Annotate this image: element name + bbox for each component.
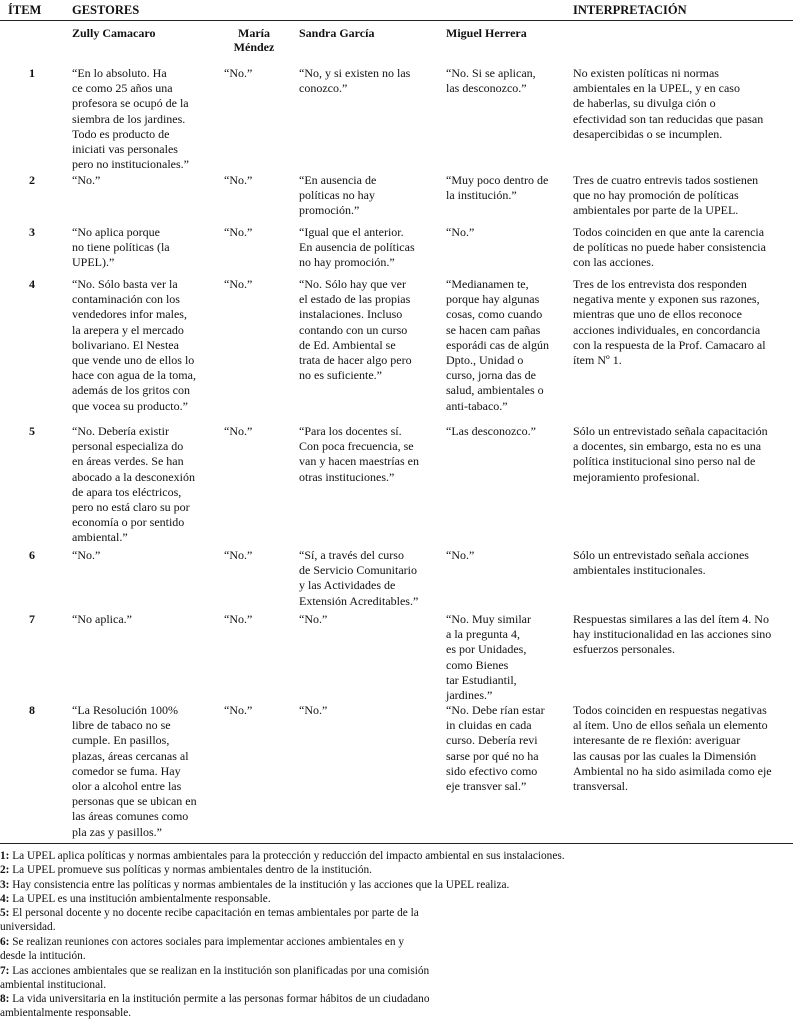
response-zully-camacaro: “La Resolución 100% libre de tabaco no se cumple. En pasillos, plazas, áreas cercanas al comedor se fuma. Hay olor a alcohol entre las personas que se ubican en las áreas comunes como pla zas y pasillos.”	[72, 703, 197, 839]
footnote-key: 3:	[0, 879, 10, 891]
column-sandra-garcia: Sandra García	[299, 26, 375, 40]
header-rule	[0, 20, 793, 21]
interpretation: Todos coinciden en respuestas negativas al ítem. Uno de ellos señala un elemento interesante de re flexión: averiguar las causas por las cuales la Dimensión Ambiental no ha sido asimilada como eje transversal.	[573, 703, 772, 794]
response-maria-mendez: “No.”	[224, 225, 253, 239]
interpretation: Tres de cuatro entrevis tados sostienen que no hay promoción de políticas ambientales por parte de la UPEL.	[573, 173, 759, 218]
footnote	[0, 964, 793, 993]
response-miguel-herrera: “No.”	[446, 225, 475, 239]
column-miguel-herrera: Miguel Herrera	[446, 26, 527, 40]
interpretation: Tres de los entrevista dos responden negativa mente y exponen sus razones, mientras que uno de ellos reconoce acciones individuales, en concordancia con la respuesta de la Prof. Camacaro al ítem Nº 1.	[573, 277, 766, 368]
footnote-text: La UPEL es una institución ambientalmente responsable.	[9, 893, 271, 905]
response-zully-camacaro: “No aplica porque no tiene políticas (la UPEL).”	[72, 225, 170, 270]
footnote	[0, 863, 793, 877]
interpretation: Sólo un entrevistado señala capacitación a docentes, sin embargo, esta no es una política institucional sino perso nal de mejoramiento profesional.	[573, 424, 768, 484]
column-zully-camacaro: Zully Camacaro	[72, 26, 156, 40]
footnote-key: 7:	[0, 965, 10, 977]
response-miguel-herrera: “Las desconozco.”	[446, 424, 536, 438]
item-number: 8	[29, 703, 35, 717]
footnote	[0, 892, 793, 906]
footnote-text: Se realizan reuniones con actores sociales para implementar acciones ambientales en y desde la intitución.	[0, 936, 405, 963]
header-interpretacion: INTERPRETACIÓN	[573, 3, 687, 17]
footnote	[0, 849, 793, 863]
response-sandra-garcia: “No. Sólo hay que ver el estado de las propias instalaciones. Incluso contando con un curso de Ed. Ambiental se trata de hacer algo pero no es suficiente.”	[299, 277, 412, 383]
header-item: ÍTEM	[8, 3, 42, 17]
interpretation: Sólo un entrevistado señala acciones ambientales institucionales.	[573, 548, 749, 578]
interpretation: Respuestas similares a las del ítem 4. No hay institucionalidad en las acciones sino esfuerzos personales.	[573, 612, 772, 657]
response-zully-camacaro: “No.”	[72, 548, 101, 562]
interpretation: No existen políticas ni normas ambientales en la UPEL, y en caso de haberlas, su divulga ción o efectividad son tan reducidas que pasan desapercibidas o se incumplen.	[573, 66, 764, 141]
response-sandra-garcia: “Sí, a través del curso de Servicio Comunitario y las Actividades de Extensión Acreditables.”	[299, 548, 419, 608]
response-maria-mendez: “No.”	[224, 703, 253, 717]
footnote	[0, 935, 793, 964]
footnote	[0, 992, 793, 1021]
response-miguel-herrera: “No. Muy similar a la pregunta 4, es por Unidades, como Bienes tar Estudiantil, jardines.”	[446, 612, 531, 703]
response-sandra-garcia: “No.”	[299, 612, 328, 626]
response-zully-camacaro: “No. Sólo basta ver la contaminación con los vendedores infor males, la arepera y el mercado bolivariano. El Nestea que vende uno de ellos lo hace con agua de la toma, además de los gritos con que vocea su producto.”	[72, 277, 196, 413]
response-zully-camacaro: “En lo absoluto. Ha ce como 25 años una profesora se ocupó de la siembra de los jardines. Todo es producto de iniciati vas personales pero no institucionales.”	[72, 66, 189, 172]
response-sandra-garcia: “No, y si existen no las conozco.”	[299, 66, 411, 96]
response-zully-camacaro: “No.”	[72, 173, 101, 187]
column-maria-mendez: María Méndez	[233, 26, 275, 54]
response-maria-mendez: “No.”	[224, 612, 253, 626]
response-miguel-herrera: “Muy poco dentro de la institución.”	[446, 173, 549, 203]
footnote-text: Hay consistencia entre las políticas y normas ambientales de la institución y las acciones que la UPEL realiza.	[9, 879, 510, 891]
header-gestores: GESTORES	[72, 3, 140, 17]
response-maria-mendez: “No.”	[224, 66, 253, 80]
footnote-text: Las acciones ambientales que se realizan en la institución son planificadas por una comisión ambiental institucional.	[0, 965, 430, 992]
footnote-key: 8:	[0, 993, 10, 1005]
item-number: 1	[29, 66, 35, 80]
item-number: 2	[29, 173, 35, 187]
footnote-key: 1:	[0, 850, 10, 862]
response-sandra-garcia: “No.”	[299, 703, 328, 717]
item-number: 3	[29, 225, 35, 239]
item-number: 7	[29, 612, 35, 626]
response-maria-mendez: “No.”	[224, 277, 253, 291]
footnote-key: 4:	[0, 893, 10, 905]
response-maria-mendez: “No.”	[224, 424, 253, 438]
response-miguel-herrera: “No.”	[446, 548, 475, 562]
response-miguel-herrera: “No. Debe rían estar in cluidas en cada curso. Debería revi sarse por qué no ha sido efectivo como eje transver sal.”	[446, 703, 545, 794]
response-miguel-herrera: “Medianamen te, porque hay algunas cosas, como cuando se hacen cam pañas esporádi cas de algún Dpto., Unidad o curso, jorna das de salud, ambientales o anti-tabaco.”	[446, 277, 549, 413]
footnote-key: 2:	[0, 864, 10, 876]
response-zully-camacaro: “No. Debería existir personal especializa do en áreas verdes. Se han abocado a la desconexión de apara tos eléctricos, pero no está claro su por economía o por sentido ambiental.”	[72, 424, 195, 545]
response-zully-camacaro: “No aplica.”	[72, 612, 132, 626]
table-bottom-rule	[0, 843, 793, 844]
response-sandra-garcia: “Para los docentes sí. Con poca frecuencia, se van y hacen maestrías en otras instituciones.”	[299, 424, 419, 484]
footnote-text: La UPEL aplica políticas y normas ambientales para la protección y reducción del impacto ambiental en sus instalaciones.	[9, 850, 565, 862]
footnote-text: La vida universitaria en la institución permite a las personas formar hábitos de un ciudadano ambientalmente responsable.	[0, 993, 430, 1020]
footnote	[0, 906, 793, 935]
response-maria-mendez: “No.”	[224, 548, 253, 562]
response-sandra-garcia: “Igual que el anterior. En ausencia de políticas no hay promoción.”	[299, 225, 415, 270]
response-sandra-garcia: “En ausencia de políticas no hay promoción.”	[299, 173, 377, 218]
footnote	[0, 878, 793, 892]
item-number: 6	[29, 548, 35, 562]
response-miguel-herrera: “No. Si se aplican, las desconozco.”	[446, 66, 536, 96]
footnote-text: El personal docente y no docente recibe capacitación en temas ambientales por parte de la universidad.	[0, 907, 419, 934]
item-number: 4	[29, 277, 35, 291]
footnote-text: La UPEL promueve sus políticas y normas ambientales dentro de la institución.	[9, 864, 372, 876]
footnote-key: 6:	[0, 936, 10, 948]
response-maria-mendez: “No.”	[224, 173, 253, 187]
interpretation: Todos coinciden en que ante la carencia de políticas no puede haber consistencia con las acciones.	[573, 225, 766, 270]
footnote-key: 5:	[0, 907, 10, 919]
item-number: 5	[29, 424, 35, 438]
